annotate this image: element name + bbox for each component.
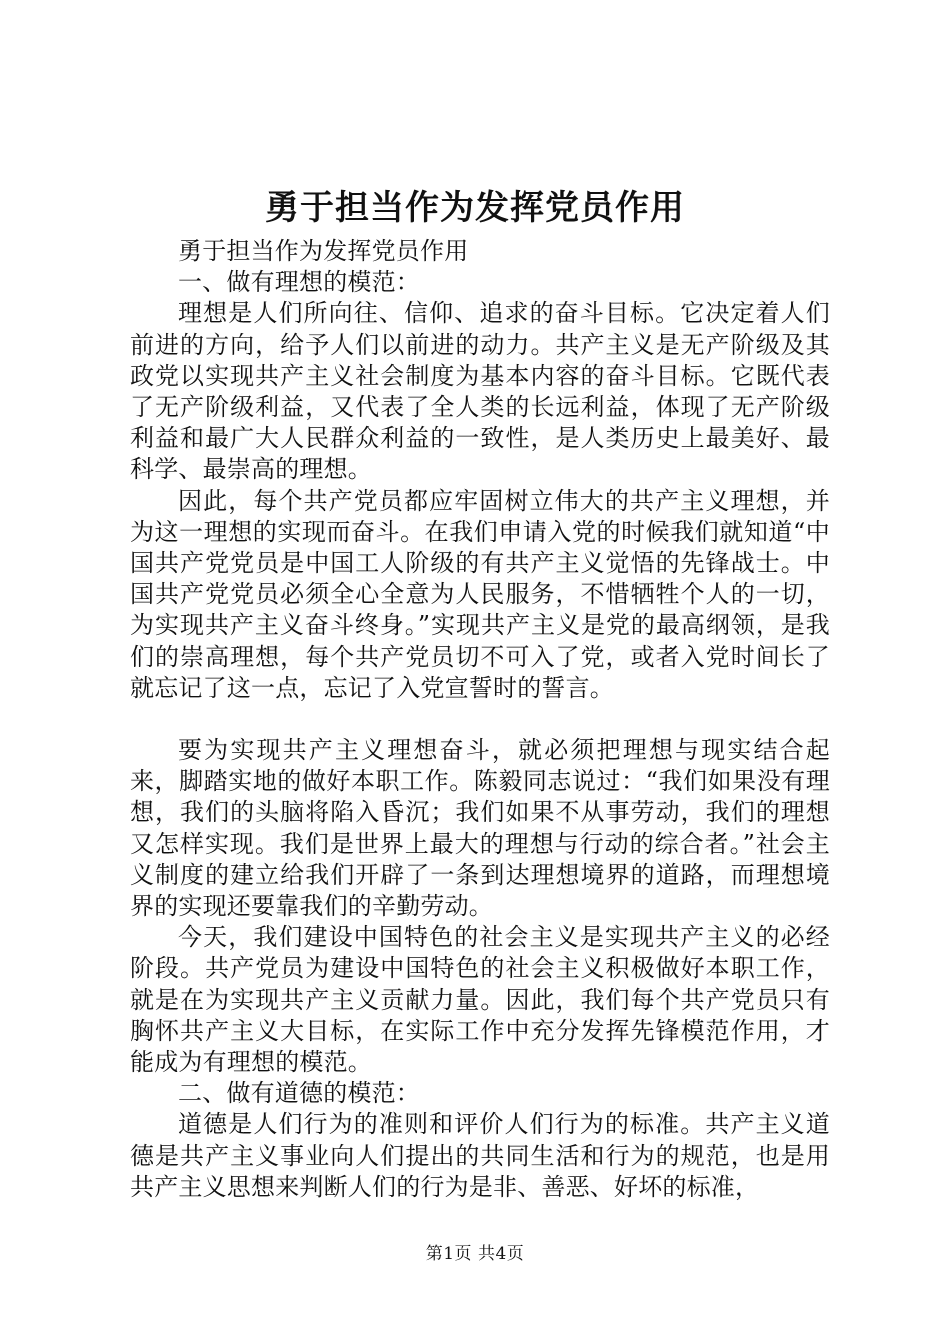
section-heading-2: 二、做有道德的模范： bbox=[178, 1079, 420, 1108]
body-paragraph: 道德是人们行为的准则和评价人们行为的标准。共产主义道德是共产主义事业向人们提出的共同生活和行为的规范，也是用共产主义思想来判断人们的行为是非、善恶、好坏的标准， bbox=[130, 1110, 830, 1201]
body-paragraph: 理想是人们所向往、信仰、追求的奋斗目标。它决定着人们前进的方向，给予人们以前进的动力。共产主义是无产阶级及其政党以实现共产主义社会制度为基本内容的奋斗目标。它既代表了无产阶级利益，又代表了全人类的长远利益，体现了无产阶级利益和最广大人民群众利益的一致性，是人类历史上最美好、最科学、最崇高的理想。 bbox=[130, 299, 830, 484]
document-body bbox=[130, 236, 830, 1203]
page-number-footer: 第1页 共4页 bbox=[425, 1244, 525, 1264]
subtitle-paragraph: 勇于担当作为发挥党员作用 bbox=[178, 237, 469, 265]
body-paragraph: 因此，每个共产党员都应牢固树立伟大的共产主义理想，并为这一理想的实现而奋斗。在我们申请入党的时候我们就知道“中国共产党党员是中国工人阶级的有共产主义觉悟的先锋战士。中国共产党党员必须全心全意为人民服务，不惜牺牲个人的一切，为实现共产主义奋斗终身。”实现共产主义是党的最高纲领，是我们的崇高理想，每个共产党员切不可入了党，或者入党时间长了就忘记了这一点，忘记了入党宣誓时的誓言。 bbox=[130, 486, 830, 702]
body-paragraph: 今天，我们建设中国特色的社会主义是实现共产主义的必经阶段。共产党员为建设中国特色的社会主义积极做好本职工作，就是在为实现共产主义贡献力量。因此，我们每个共产党员只有胸怀共产主义大目标，在实际工作中充分发挥先锋模范作用，才能成为有理想的模范。 bbox=[130, 923, 830, 1077]
document-title: 勇于担当作为发挥党员作用 bbox=[265, 188, 685, 228]
section-heading-1: 一、做有理想的模范： bbox=[178, 268, 420, 297]
body-paragraph: 要为实现共产主义理想奋斗，就必须把理想与现实结合起来，脚踏实地的做好本职工作。陈毅同志说过：“我们如果没有理想，我们的头脑将陷入昏沉；我们如果不从事劳动，我们的理想又怎样实现。我们是世界上最大的理想与行动的综合者。”社会主义制度的建立给我们开辟了一条到达理想境界的道路，而理想境界的实现还要靠我们的辛勤劳动。 bbox=[130, 736, 830, 921]
